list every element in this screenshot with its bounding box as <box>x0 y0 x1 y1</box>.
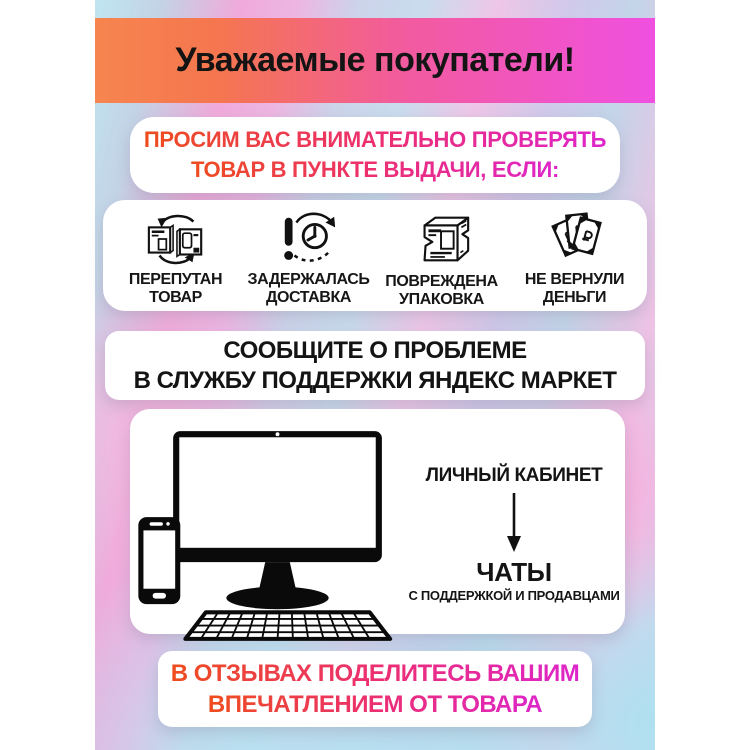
delayed-delivery-clock-icon <box>278 210 340 268</box>
support-line-1: СООБЩИТЕ О ПРОБЛЕМЕ <box>223 336 527 364</box>
swapped-items-icon <box>145 210 207 268</box>
reason-caption-line1: НЕ ВЕРНУЛИ <box>524 271 625 288</box>
reason-caption <box>248 271 370 307</box>
reason-caption <box>525 271 624 307</box>
down-arrow-icon <box>506 493 522 553</box>
reason-caption-line2: ТОВАР <box>149 289 202 306</box>
reason-swapped-item <box>109 208 242 306</box>
reason-damaged-package <box>375 208 508 308</box>
notice-line-1: ПРОСИМ ВАС ВНИМАТЕЛЬНО ПРОВЕРЯТЬ <box>144 125 606 155</box>
reason-caption-line2: ДЕНЬГИ <box>542 289 607 306</box>
notice-line-2: ТОВАР В ПУНКТЕ ВЫДАЧИ, ЕСЛИ: <box>191 155 559 185</box>
chats-label: ЧАТЫ <box>476 557 552 587</box>
problem-reasons-card <box>103 200 647 311</box>
support-line-2: В СЛУЖБУ ПОДДЕРЖКИ ЯНДЕКС МАРКЕТ <box>133 366 617 394</box>
check-goods-notice-card <box>130 117 620 193</box>
support-message-card <box>105 331 645 400</box>
reason-delayed-delivery <box>242 208 375 306</box>
reason-caption-line1: ПЕРЕПУТАН <box>128 271 223 288</box>
reason-caption <box>129 271 222 307</box>
reason-caption-line2: ДОСТАВКА <box>265 289 351 306</box>
reason-caption-line1: ЗАДЕРЖАЛАСЬ <box>247 271 370 288</box>
review-line-1: В ОТЗЫВАХ ПОДЕЛИТЕСЬ ВАШИМ <box>170 660 580 687</box>
money-banknotes-icon <box>544 210 606 268</box>
damaged-package-icon <box>411 210 473 270</box>
review-request-card <box>158 651 592 727</box>
reason-money-not-returned <box>508 208 641 306</box>
guide-text-block <box>408 409 620 634</box>
computer-phone-keyboard-icon <box>132 425 422 644</box>
page-title: Уважаемые покупатели! <box>175 41 575 79</box>
review-line-2: ВПЕЧАТЛЕНИЕМ ОТ ТОВАРА <box>207 691 543 718</box>
reason-caption-line2: УПАКОВКА <box>399 291 484 308</box>
account-guide-card <box>130 409 625 634</box>
chats-sublabel: С ПОДДЕРЖКОЙ И ПРОДАВЦАМИ <box>408 588 620 603</box>
reason-caption-line1: ПОВРЕЖДЕНА <box>385 273 498 290</box>
reason-caption <box>385 273 498 309</box>
account-label: ЛИЧНЫЙ КАБИНЕТ <box>425 465 603 486</box>
header-banner <box>95 18 655 103</box>
